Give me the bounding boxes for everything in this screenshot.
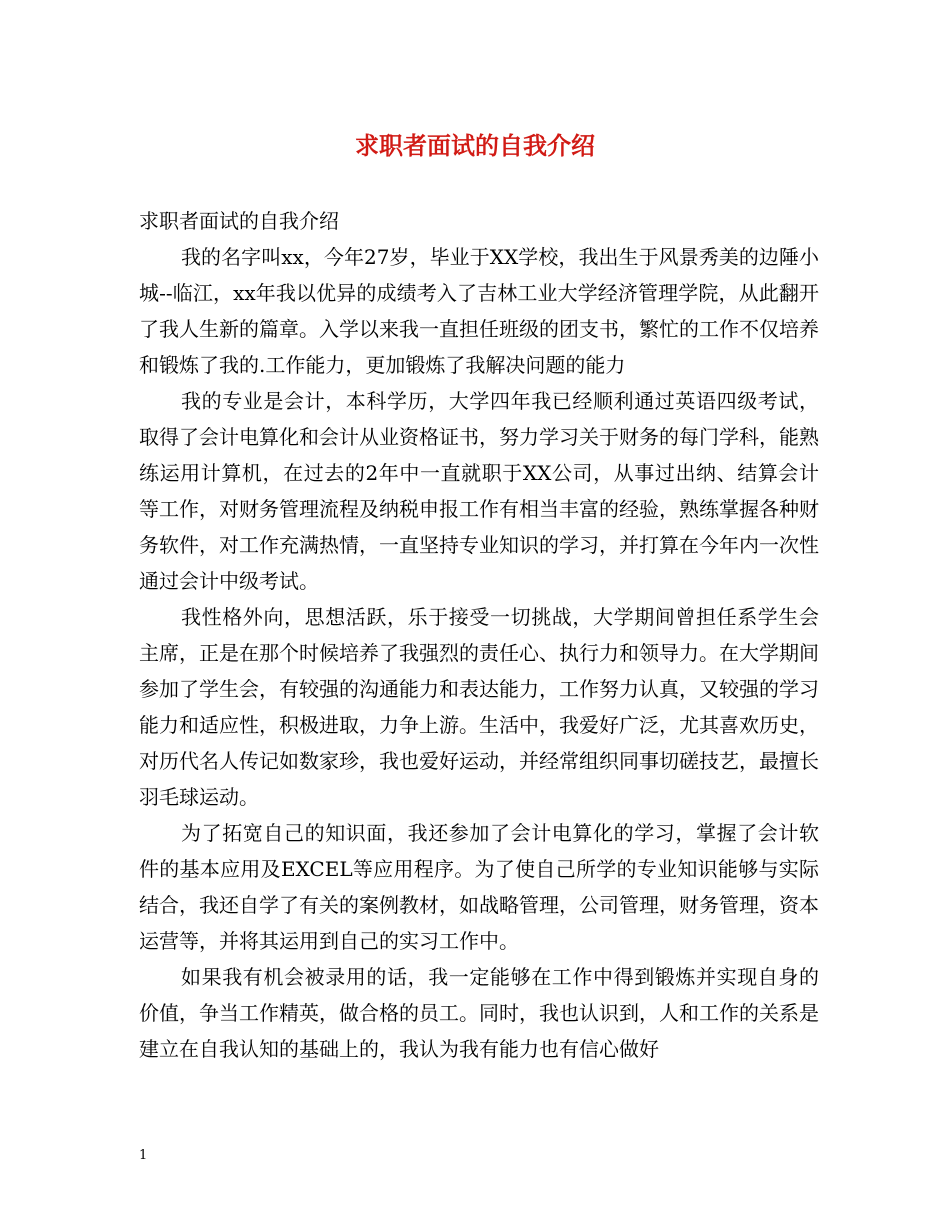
document-subtitle: 求职者面试的自我介绍	[139, 209, 339, 233]
paragraph-skills: 为了拓宽自己的知识面，我还参加了会计电算化的学习，掌握了会计软件的基本应用及EXCEL等应用程序。为了使自己所学的专业知识能够与实际结合，我还自学了有关的案例教材，如战略管理，公司管理，财务管理，资本运营等，并将其运用到自己的实习工作中。	[139, 821, 819, 953]
page-number: 1	[139, 1148, 148, 1163]
paragraph-profession: 我的专业是会计，本科学历，大学四年我已经顺利通过英语四级考试，取得了会计电算化和会计从业资格证书，努力学习关于财务的每门学科，能熟练运用计算机，在过去的2年中一直就职于XX公司，从事过出纳、结算会计等工作，对财务管理流程及纳税申报工作有相当丰富的经验，熟练掌握各种财务软件，对工作充满热情，一直坚持专业知识的学习，并打算在今年内一次性通过会计中级考试。	[139, 389, 819, 593]
paragraph-personality: 我性格外向，思想活跃，乐于接受一切挑战，大学期间曾担任系学生会主席，正是在那个时候培养了我强烈的责任心、执行力和领导力。在大学期间参加了学生会，有较强的沟通能力和表达能力，工作努力认真，又较强的学习能力和适应性，积极进取，力争上游。生活中，我爱好广泛，尤其喜欢历史，对历代名人传记如数家珍，我也爱好运动，并经常组织同事切磋技艺，最擅长羽毛球运动。	[139, 605, 819, 809]
document-title: 求职者面试的自我介绍	[355, 131, 595, 160]
paragraph-intro: 我的名字叫xx，今年27岁，毕业于XX学校，我出生于风景秀美的边陲小城--临江，xx年我以优异的成绩考入了吉林工业大学经济管理学院，从此翻开了我人生新的篇章。入学以来我一直担任班级的团支书，繁忙的工作不仅培养和锻炼了我的.工作能力，更加锻炼了我解决问题的能力	[139, 245, 819, 377]
document-body	[139, 203, 819, 1067]
paragraph-closing: 如果我有机会被录用的话，我一定能够在工作中得到锻炼并实现自身的价值，争当工作精英，做合格的员工。同时，我也认识到，人和工作的关系是建立在自我认知的基础上的，我认为我有能力也有信心做好	[139, 965, 819, 1061]
